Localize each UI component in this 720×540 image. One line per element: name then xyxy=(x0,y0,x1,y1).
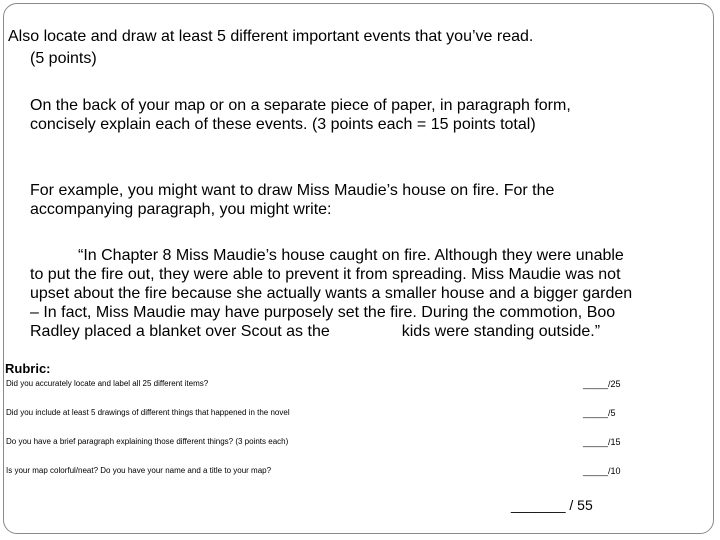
rubric-question-2: Did you include at least 5 drawings of different things that happened in the novel xyxy=(6,408,290,417)
instructions-line-2: concisely explain each of these events. (3 points each = 15 points total) xyxy=(30,116,536,133)
rubric-score-4: _____/10 xyxy=(583,466,621,476)
quote-line-3: upset about the fire because she actually wants a smaller house and a bigger garden xyxy=(30,285,633,302)
example-line-1: For example, you might want to draw Miss Maudie’s house on fire. For the xyxy=(30,182,555,199)
quote-line-2: to put the fire out, they were able to prevent it from spreading. Miss Maudie was not xyxy=(30,266,621,283)
quote-line-4: – In fact, Miss Maudie may have purposely set the fire. During the commotion, Boo xyxy=(30,304,616,321)
intro-line-1: Also locate and draw at least 5 different important events that you’ve read. xyxy=(8,28,534,45)
rubric-total: _______ / 55 xyxy=(511,497,593,513)
rubric-score-2: _____/5 xyxy=(583,408,616,418)
rubric-question-1: Did you accurately locate and label all 25 different items? xyxy=(6,379,209,388)
rubric-title: Rubric: xyxy=(5,361,51,376)
rubric-question-4: Is your map colorful/neat? Do you have your name and a title to your map? xyxy=(6,466,272,475)
rubric-score-1: _____/25 xyxy=(583,379,621,389)
instructions-line-1: On the back of your map or on a separate piece of paper, in paragraph form, xyxy=(30,97,571,114)
example-quote xyxy=(30,246,705,341)
rubric-question-3: Do you have a brief paragraph explaining those different things? (3 points each) xyxy=(6,437,289,446)
rubric-score-3: _____/15 xyxy=(583,437,621,447)
quote-line-5: Radley placed a blanket over Scout as the kids were standing outside.” xyxy=(30,323,601,340)
example-line-2: accompanying paragraph, you might write: xyxy=(30,201,332,218)
intro-line-2: (5 points) xyxy=(30,50,97,67)
quote-line-1: “In Chapter 8 Miss Maudie’s house caught on fire. Although they were unable xyxy=(78,247,624,264)
